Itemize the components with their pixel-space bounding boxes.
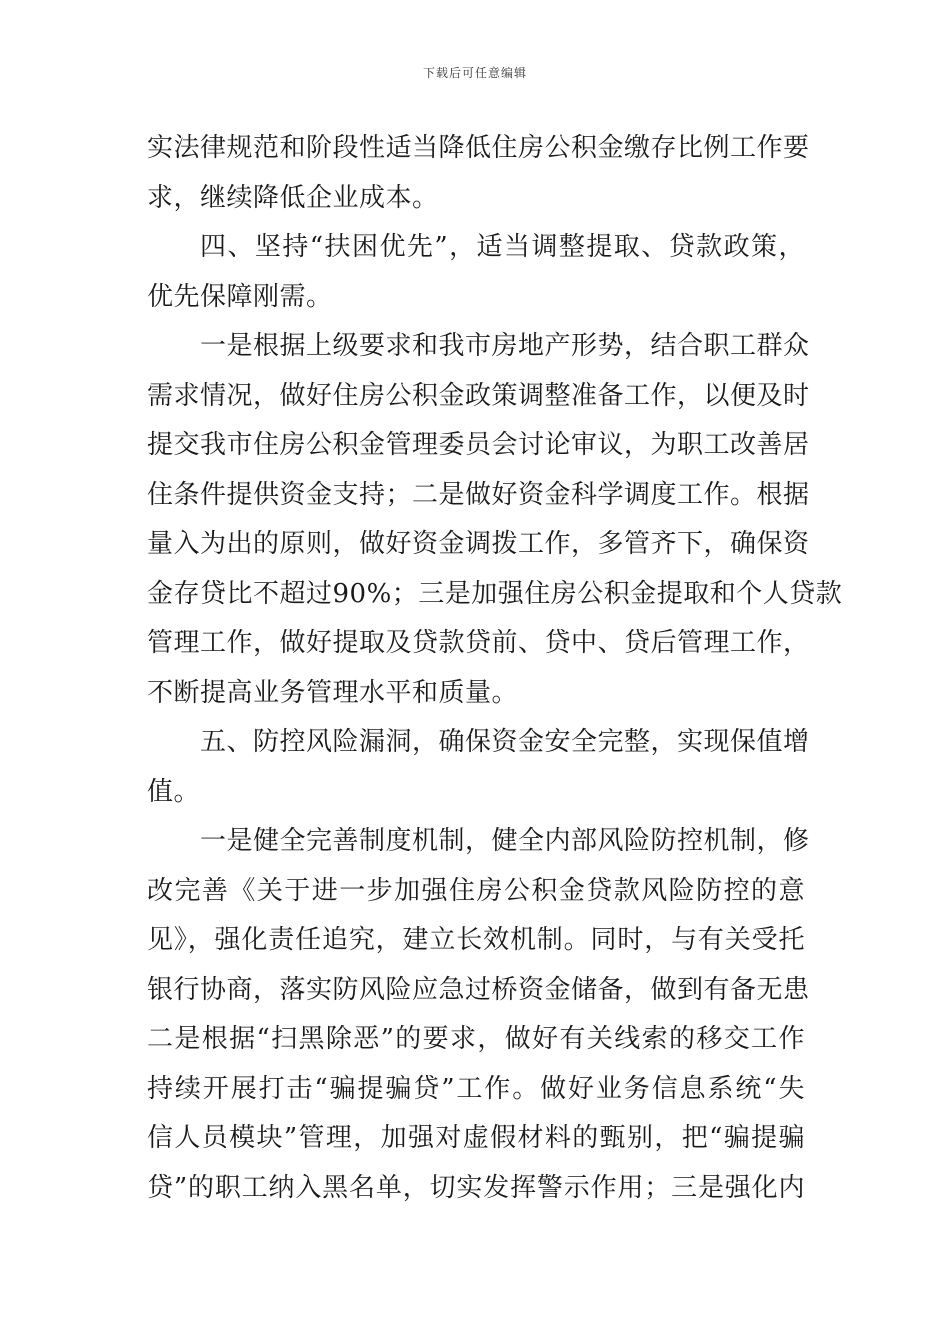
section-heading-line: 优先保障刚需。 — [147, 281, 333, 312]
text-line: 二是根据“扫黑除恶”的要求，做好有关线索的移交工作 — [147, 1024, 805, 1054]
text-line: 见》，强化责任追究，建立长效机制。同时，与有关受托 — [147, 925, 805, 955]
text-line: 信人员模块”管理，加强对虚假材料的甄别，把“骗提骗 — [147, 1123, 805, 1153]
section-heading-line: 值。 — [147, 776, 201, 807]
text-line: 需求情况，做好住房公积金政策调整准备工作，以便及时 — [147, 380, 810, 411]
text-line: 住条件提供资金支持；二是做好资金科学调度工作。根据 — [147, 479, 810, 510]
text-line: 量入为出的原则，做好资金调拨工作，多管齐下，确保资 — [147, 529, 810, 559]
section-heading-line: 五、防控风险漏洞，确保资金安全完整，实现保值增 — [200, 727, 810, 757]
page-header-note: 下载后可任意编辑 — [422, 66, 527, 80]
text-line: 持续开展打击“骗提骗贷”工作。做好业务信息系统“失 — [147, 1073, 805, 1104]
text-line: 提交我市住房公积金管理委员会讨论审议，为职工改善居 — [147, 430, 810, 460]
text-line: 改完善《关于进一步加强住房公积金贷款风险防控的意 — [147, 875, 805, 906]
text-line: 实法律规范和阶段性适当降低住房公积金缴存比例工作要 — [147, 133, 810, 163]
text-line: 金存贷比不超过90%；三是加强住房公积金提取和个人贷款 — [147, 578, 843, 609]
text-line: 求，继续降低企业成本。 — [147, 182, 439, 213]
text-line: 管理工作，做好提取及贷款贷前、贷中、贷后管理工作， — [147, 628, 810, 658]
text-line: 银行协商，落实防风险应急过桥资金储备，做到有备无患 — [147, 974, 810, 1005]
text-line: 不断提高业务管理水平和质量。 — [147, 677, 519, 708]
section-heading-line: 四、坚持“扶困优先”，适当调整提取、贷款政策， — [200, 232, 805, 262]
text-line: 一是健全完善制度机制，健全内部风险防控机制，修 — [200, 826, 810, 856]
text-line: 贷”的职工纳入黑名单，切实发挥警示作用；三是强化内 — [147, 1172, 805, 1203]
text-line: 一是根据上级要求和我市房地产形势，结合职工群众 — [200, 331, 810, 361]
document-body — [147, 124, 843, 1213]
